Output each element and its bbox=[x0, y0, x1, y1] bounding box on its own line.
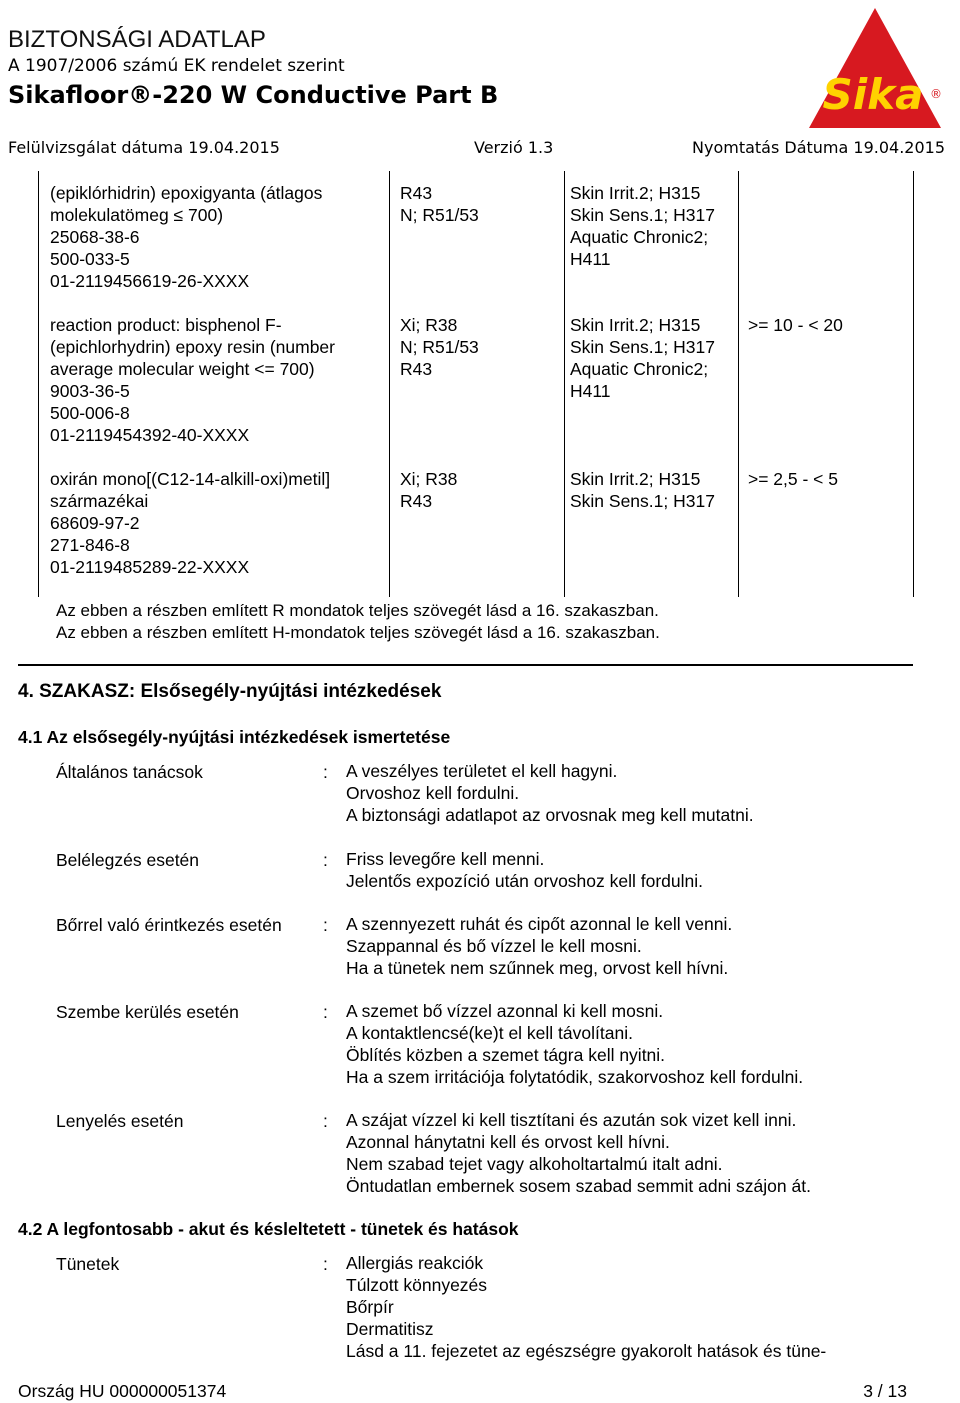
first-aid-label: Általános tanácsok bbox=[56, 762, 203, 782]
subsection-title: 4.1 Az elsősegély-nyújtási intézkedések ismertetése bbox=[18, 727, 451, 747]
r-phrases-cell: Xi; R38 N; R51/53 R43 bbox=[400, 315, 479, 379]
label-colon: : bbox=[323, 850, 328, 870]
first-aid-text: A veszélyes területet el kell hagyni. Orvoshoz kell fordulni. A biztonsági adatlapot az orvosnak meg kell mutatni. bbox=[346, 761, 754, 825]
section-divider bbox=[18, 664, 913, 666]
r-phrases-note: Az ebben a részben említett R mondatok teljes szövegét lásd a 16. szakaszban. bbox=[56, 601, 659, 620]
h-phrases-cell: Skin Irrit.2; H315 Skin Sens.1; H317 Aquatic Chronic2; H411 bbox=[570, 183, 715, 269]
r-phrases-cell: R43 N; R51/53 bbox=[400, 183, 479, 225]
label-colon: : bbox=[323, 1254, 328, 1274]
version: Verzió 1.3 bbox=[474, 138, 554, 157]
h-phrases-cell: Skin Irrit.2; H315 Skin Sens.1; H317 bbox=[570, 469, 715, 511]
registered-mark-icon: ® bbox=[930, 87, 942, 101]
component-name-cell: reaction product: bisphenol F- (epichlorhydrin) epoxy resin (number average molecular weight <= 700) 9003-36-5 500-006-8 01-2119454392-40-XXXX bbox=[50, 315, 335, 445]
first-aid-text: Friss levegőre kell menni. Jelentős expozíció után orvoshoz kell fordulni. bbox=[346, 849, 704, 891]
footer-country: Ország HU 000000051374 bbox=[18, 1381, 227, 1401]
first-aid-label: Bőrrel való érintkezés esetén bbox=[56, 915, 282, 935]
h-phrases-cell: Skin Irrit.2; H315 Skin Sens.1; H317 Aquatic Chronic2; H411 bbox=[570, 315, 715, 401]
first-aid-text: A szájat vízzel ki kell tisztítani és azután sok vizet kell inni. Azonnal hánytatni kell és orvost kell hívni. Nem szabad tejet vagy alkoholtartalmú italt adni. Öntudatlan embernek sosem szabad semmit adni szájon át. bbox=[346, 1110, 811, 1196]
concentration-cell: >= 2,5 - < 5 bbox=[748, 469, 838, 489]
label-colon: : bbox=[323, 915, 328, 935]
component-name-cell: (epiklórhidrin) epoxigyanta (átlagos molekulatömeg ≤ 700) 25068-38-6 500-033-5 01-2119456619-26-XXXX bbox=[50, 183, 323, 291]
table-divider bbox=[564, 171, 565, 597]
document-title: BIZTONSÁGI ADATLAP bbox=[8, 26, 266, 53]
label-colon: : bbox=[323, 1002, 328, 1022]
print-date: Nyomtatás Dátuma 19.04.2015 bbox=[692, 138, 946, 157]
component-name-cell: oxirán mono[(C12-14-alkill-oxi)metil] származékai 68609-97-2 271-846-8 01-2119485289-22-XXXX bbox=[50, 469, 331, 577]
footer-page-number: 3 / 13 bbox=[863, 1381, 907, 1401]
table-divider bbox=[389, 171, 390, 597]
sika-logo bbox=[805, 6, 945, 130]
first-aid-label: Lenyelés esetén bbox=[56, 1111, 184, 1131]
table-divider bbox=[38, 171, 39, 597]
symptoms-label: Tünetek bbox=[56, 1254, 120, 1274]
symptoms-text: Allergiás reakciók Túlzott könnyezés Bőrpír Dermatitisz Lásd a 11. fejezetet az egészségre gyakorolt hatások és tüne- bbox=[346, 1253, 827, 1361]
concentration-cell: >= 10 - < 20 bbox=[748, 315, 843, 335]
regulation-line: A 1907/2006 számú EK rendelet szerint bbox=[8, 56, 345, 76]
composition-table bbox=[38, 171, 914, 597]
first-aid-label: Belélegzés esetén bbox=[56, 850, 200, 870]
table-divider bbox=[738, 171, 739, 597]
section-title: 4. SZAKASZ: Elsősegély-nyújtási intézkedések bbox=[18, 681, 442, 702]
table-divider bbox=[913, 171, 914, 597]
first-aid-text: A szennyezett ruhát és cipőt azonnal le kell venni. Szappannal és bő vízzel le kell mosni. Ha a tünetek nem szűnnek meg, orvost kell hívni. bbox=[346, 914, 733, 978]
subsection-title: 4.2 A legfontosabb - akut és késleltetett - tünetek és hatások bbox=[18, 1219, 519, 1239]
label-colon: : bbox=[323, 762, 328, 782]
product-name: Sikafloor®-220 W Conductive Part B bbox=[8, 81, 499, 109]
label-colon: : bbox=[323, 1111, 328, 1131]
h-phrases-note: Az ebben a részben említett H-mondatok teljes szövegét lásd a 16. szakaszban. bbox=[56, 623, 660, 642]
r-phrases-cell: Xi; R38 R43 bbox=[400, 469, 458, 511]
revision-date: Felülvizsgálat dátuma 19.04.2015 bbox=[8, 138, 280, 157]
logo-wordmark: Sika bbox=[822, 70, 924, 119]
first-aid-text: A szemet bő vízzel azonnal ki kell mosni. A kontaktlencsé(ke)t el kell távolítani. Öblítés közben a szemet tágra kell nyitni. Ha a szem irritációja folytatódik, szakorvoshoz kell fordulni. bbox=[346, 1001, 804, 1087]
first-aid-label: Szembe kerülés esetén bbox=[56, 1002, 239, 1022]
